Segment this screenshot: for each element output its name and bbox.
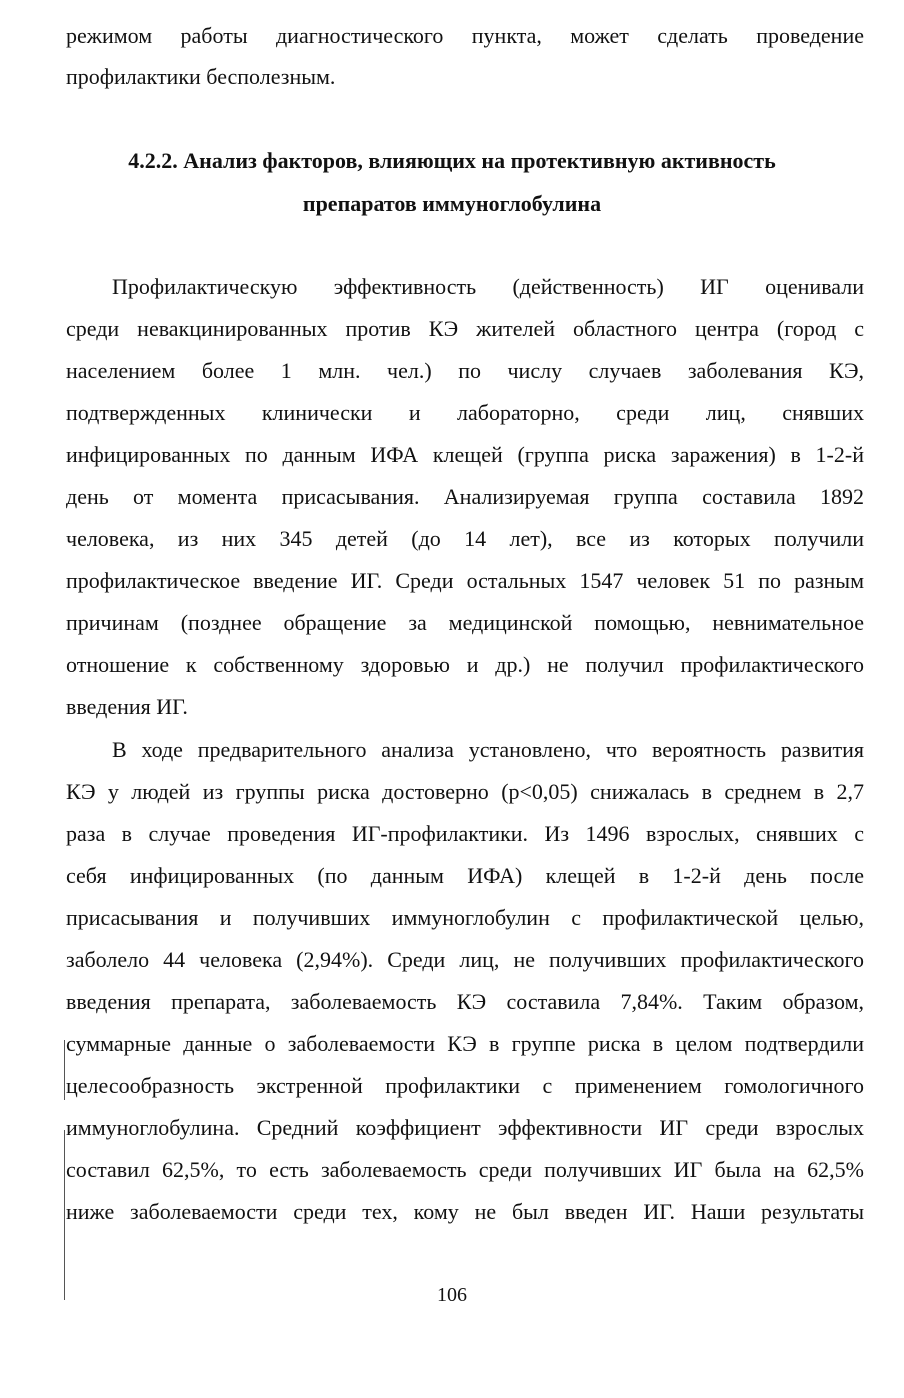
paragraph-2-line-10: иммуноглобулина. Средний коэффициент эффективности ИГ среди взрослых (66, 1115, 864, 1140)
paragraph-1-line-4: подтвержденных клинически и лабораторно, среди лиц, снявших (66, 400, 864, 425)
paragraph-1-line-11: введения ИГ. (66, 694, 188, 719)
paragraph-1-line-1: Профилактическую эффективность (действенность) ИГ оценивали (112, 274, 864, 299)
paragraph-2-line-12: ниже заболеваемости среди тех, кому не был введен ИГ. Наши результаты (66, 1199, 864, 1224)
paragraph-1-line-10: отношение к собственному здоровью и др.) не получил профилактического (66, 652, 864, 677)
paragraph-1-line-7: человека, из них 345 детей (до 14 лет), все из которых получили (66, 526, 864, 551)
paragraph-2-line-11: составил 62,5%, то есть заболеваемость среди получивших ИГ была на 62,5% (66, 1157, 864, 1182)
paragraph-2-line-9: целесообразность экстренной профилактики с применением гомологичного (66, 1073, 864, 1098)
paragraph-1-line-9: причинам (позднее обращение за медицинской помощью, невнимательное (66, 610, 864, 635)
intro-line-1: режимом работы диагностического пункта, может сделать проведение (66, 23, 864, 48)
paragraph-2-line-7: введения препарата, заболеваемость КЭ составила 7,84%. Таким образом, (66, 989, 864, 1014)
paragraph-1-line-3: населением более 1 млн. чел.) по числу случаев заболевания КЭ, (66, 358, 864, 383)
section-heading-line-2: препаратов иммуноглобулина (302, 191, 602, 216)
paragraph-1-line-6: день от момента присасывания. Анализируемая группа составила 1892 (66, 484, 864, 509)
paragraph-1-line-8: профилактическое введение ИГ. Среди остальных 1547 человек 51 по разным (66, 568, 864, 593)
intro-line-2: профилактики бесполезным. (66, 64, 336, 89)
paragraph-2-line-6: заболело 44 человека (2,94%). Среди лиц, не получивших профилактического (66, 947, 864, 972)
scan-margin-mark (64, 1040, 65, 1100)
paragraph-2-line-2: КЭ у людей из группы риска достоверно (р<0,05) снижалась в среднем в 2,7 (66, 779, 864, 804)
paragraph-2-line-3: раза в случае проведения ИГ-профилактики. Из 1496 взрослых, снявших с (66, 821, 864, 846)
scan-margin-mark (64, 1130, 65, 1300)
paragraph-1-line-2: среди невакцинированных против КЭ жителей областного центра (город с (66, 316, 864, 341)
paragraph-2-line-8: суммарные данные о заболеваемости КЭ в группе риска в целом подтвердили (66, 1031, 864, 1056)
section-heading-line-1: 4.2.2. Анализ факторов, влияющих на протективную активность (128, 148, 776, 173)
paragraph-2-line-5: присасывания и получивших иммуноглобулин с профилактической целью, (66, 905, 864, 930)
paragraph-1-line-5: инфицированных по данным ИФА клещей (группа риска заражения) в 1-2-й (66, 442, 864, 467)
paragraph-2-line-1: В ходе предварительного анализа установлено, что вероятность развития (112, 737, 864, 762)
page-number: 106 (437, 1284, 467, 1306)
paragraph-2-line-4: себя инфицированных (по данным ИФА) клещей в 1-2-й день после (66, 863, 864, 888)
